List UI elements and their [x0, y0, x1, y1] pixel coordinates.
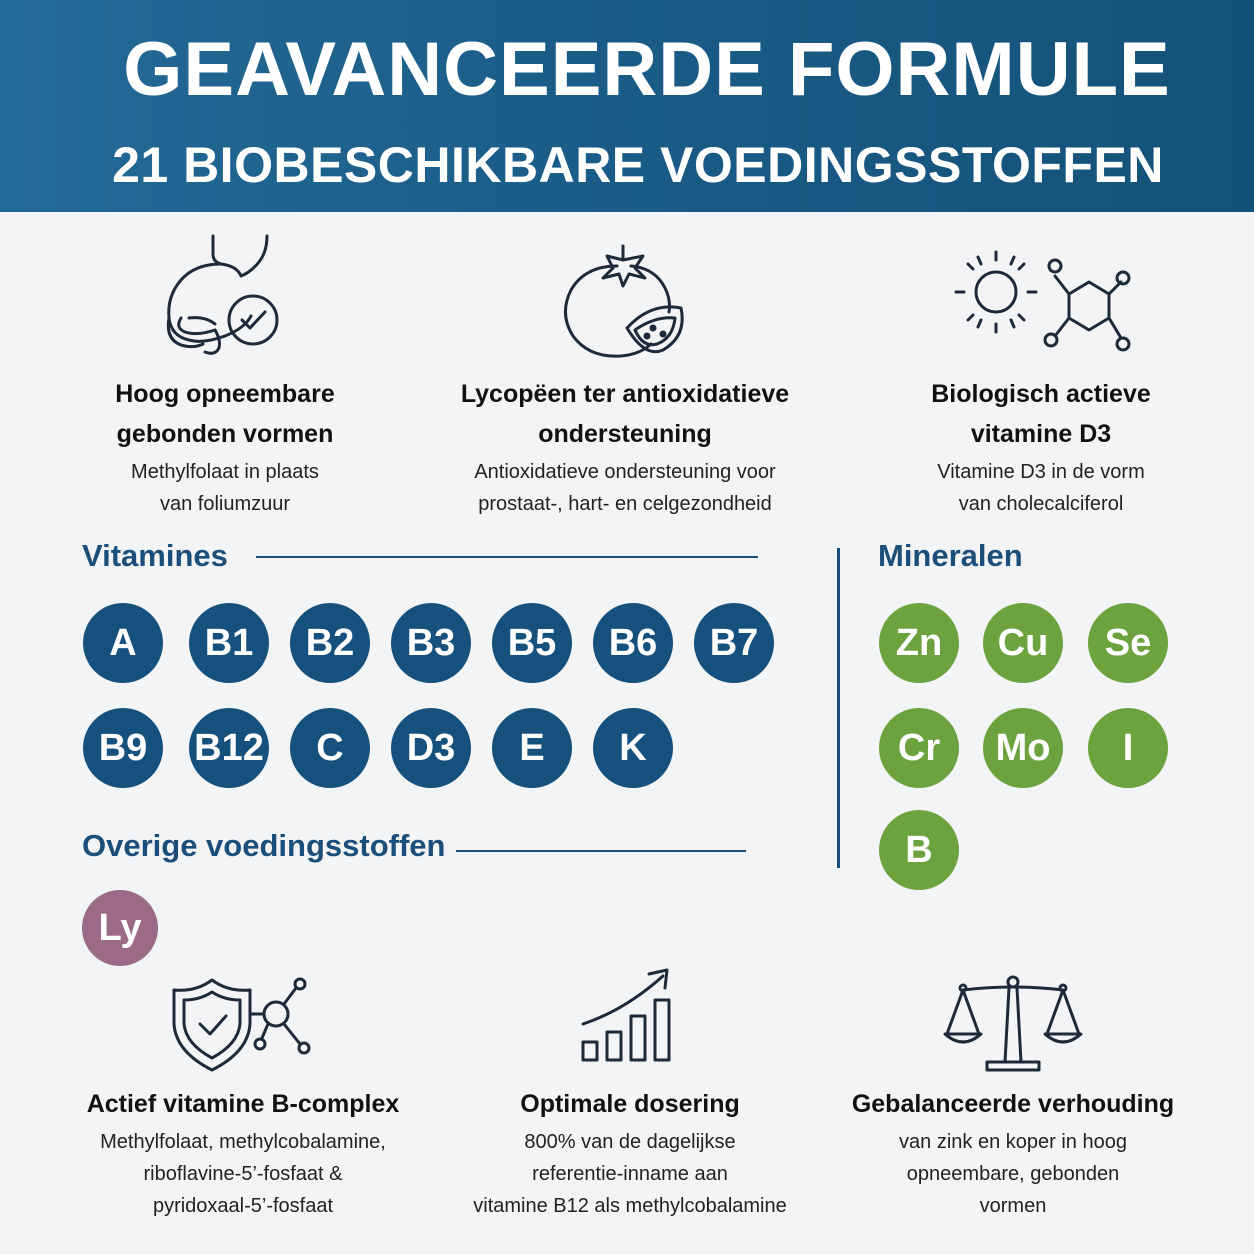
section-vertical-divider — [837, 548, 840, 868]
feature-balanced-ratio — [845, 966, 1181, 1222]
mineral-chip: B — [879, 810, 959, 890]
feature-desc: Methylfolaat, methylcobalamine, — [100, 1131, 386, 1153]
feature-desc-line2: referentie-inname aan — [532, 1163, 728, 1185]
mineral-chip: Cu — [983, 603, 1063, 683]
feature-desc: 800% van de dagelijkse — [524, 1131, 736, 1153]
feature-active-b-complex — [70, 966, 416, 1222]
tomato-icon — [555, 232, 695, 372]
feature-title-line2: gebonden vormen — [116, 420, 334, 448]
vitamin-chip: B3 — [391, 603, 471, 683]
vitamin-chip: B6 — [593, 603, 673, 683]
feature-title: Actief vitamine B-complex — [86, 1090, 400, 1118]
feature-desc: Methylfolaat in plaats — [131, 461, 319, 483]
vitamin-chip: B1 — [189, 603, 269, 683]
vitamin-chip: B12 — [189, 708, 269, 788]
feature-title-line2: ondersteuning — [538, 420, 712, 448]
feature-optimal-dosage — [455, 966, 805, 1222]
vitamins-heading: Vitamines — [82, 538, 228, 573]
mineral-chip: Mo — [983, 708, 1063, 788]
balance-scale-icon — [943, 966, 1083, 1076]
others-divider — [456, 850, 746, 852]
feature-desc-line3: vitamine B12 als methylcobalamine — [473, 1195, 787, 1217]
feature-desc-line2: opneembare, gebonden — [906, 1163, 1120, 1185]
shield-molecule-icon — [168, 966, 318, 1078]
vitamin-chip: D3 — [391, 708, 471, 788]
feature-desc: Antioxidatieve ondersteuning voor — [474, 461, 776, 483]
page-title: GEAVANCEERDE FORMULE — [123, 27, 1171, 112]
feature-title: Biologisch actieve — [931, 380, 1151, 408]
mineral-chip: I — [1088, 708, 1168, 788]
mineral-chip: Cr — [879, 708, 959, 788]
mineral-chip: Se — [1088, 603, 1168, 683]
feature-absorbable-forms — [75, 232, 375, 520]
feature-title: Gebalanceerde verhouding — [851, 1090, 1175, 1118]
feature-desc-line2: riboflavine-5’-fosfaat & — [143, 1163, 343, 1185]
feature-desc: van zink en koper in hoog — [899, 1131, 1127, 1153]
vitamins-divider — [256, 556, 758, 558]
mineral-chip: Zn — [879, 603, 959, 683]
feature-desc-line2: prostaat-, hart- en celgezondheid — [478, 493, 772, 515]
vitamin-chip: B2 — [290, 603, 370, 683]
vitamin-chip: K — [593, 708, 673, 788]
feature-desc: Vitamine D3 in de vorm — [937, 461, 1145, 483]
vitamin-chip: A — [83, 603, 163, 683]
growth-chart-icon — [575, 966, 685, 1066]
feature-title: Optimale dosering — [520, 1090, 740, 1118]
feature-title: Lycopëen ter antioxidatieve — [460, 380, 790, 408]
feature-desc-line2: van foliumzuur — [159, 493, 291, 515]
vitamin-chip: B9 — [83, 708, 163, 788]
others-heading: Overige voedingsstoffen — [82, 828, 446, 863]
feature-lycopene — [430, 232, 820, 520]
feature-vitamin-d3 — [890, 232, 1192, 520]
vitamin-chip: C — [290, 708, 370, 788]
feature-title: Hoog opneembare — [115, 380, 335, 408]
minerals-heading: Mineralen — [878, 538, 1023, 573]
sun-molecule-icon — [951, 232, 1131, 372]
header-banner — [0, 0, 1254, 212]
other-nutrient-chip: Ly — [82, 890, 158, 966]
feature-desc-line3: pyridoxaal-5’-fosfaat — [152, 1195, 334, 1217]
vitamin-chip: E — [492, 708, 572, 788]
feature-desc-line2: van cholecalciferol — [958, 493, 1124, 515]
vitamin-chip: B7 — [694, 603, 774, 683]
page-subtitle: 21 BIOBESCHIKBARE VOEDINGSSTOFFEN — [112, 137, 1164, 193]
feature-title-line2: vitamine D3 — [970, 420, 1112, 448]
feature-desc-line3: vormen — [979, 1195, 1047, 1217]
stomach-check-icon — [155, 232, 295, 372]
vitamin-chip: B5 — [492, 603, 572, 683]
